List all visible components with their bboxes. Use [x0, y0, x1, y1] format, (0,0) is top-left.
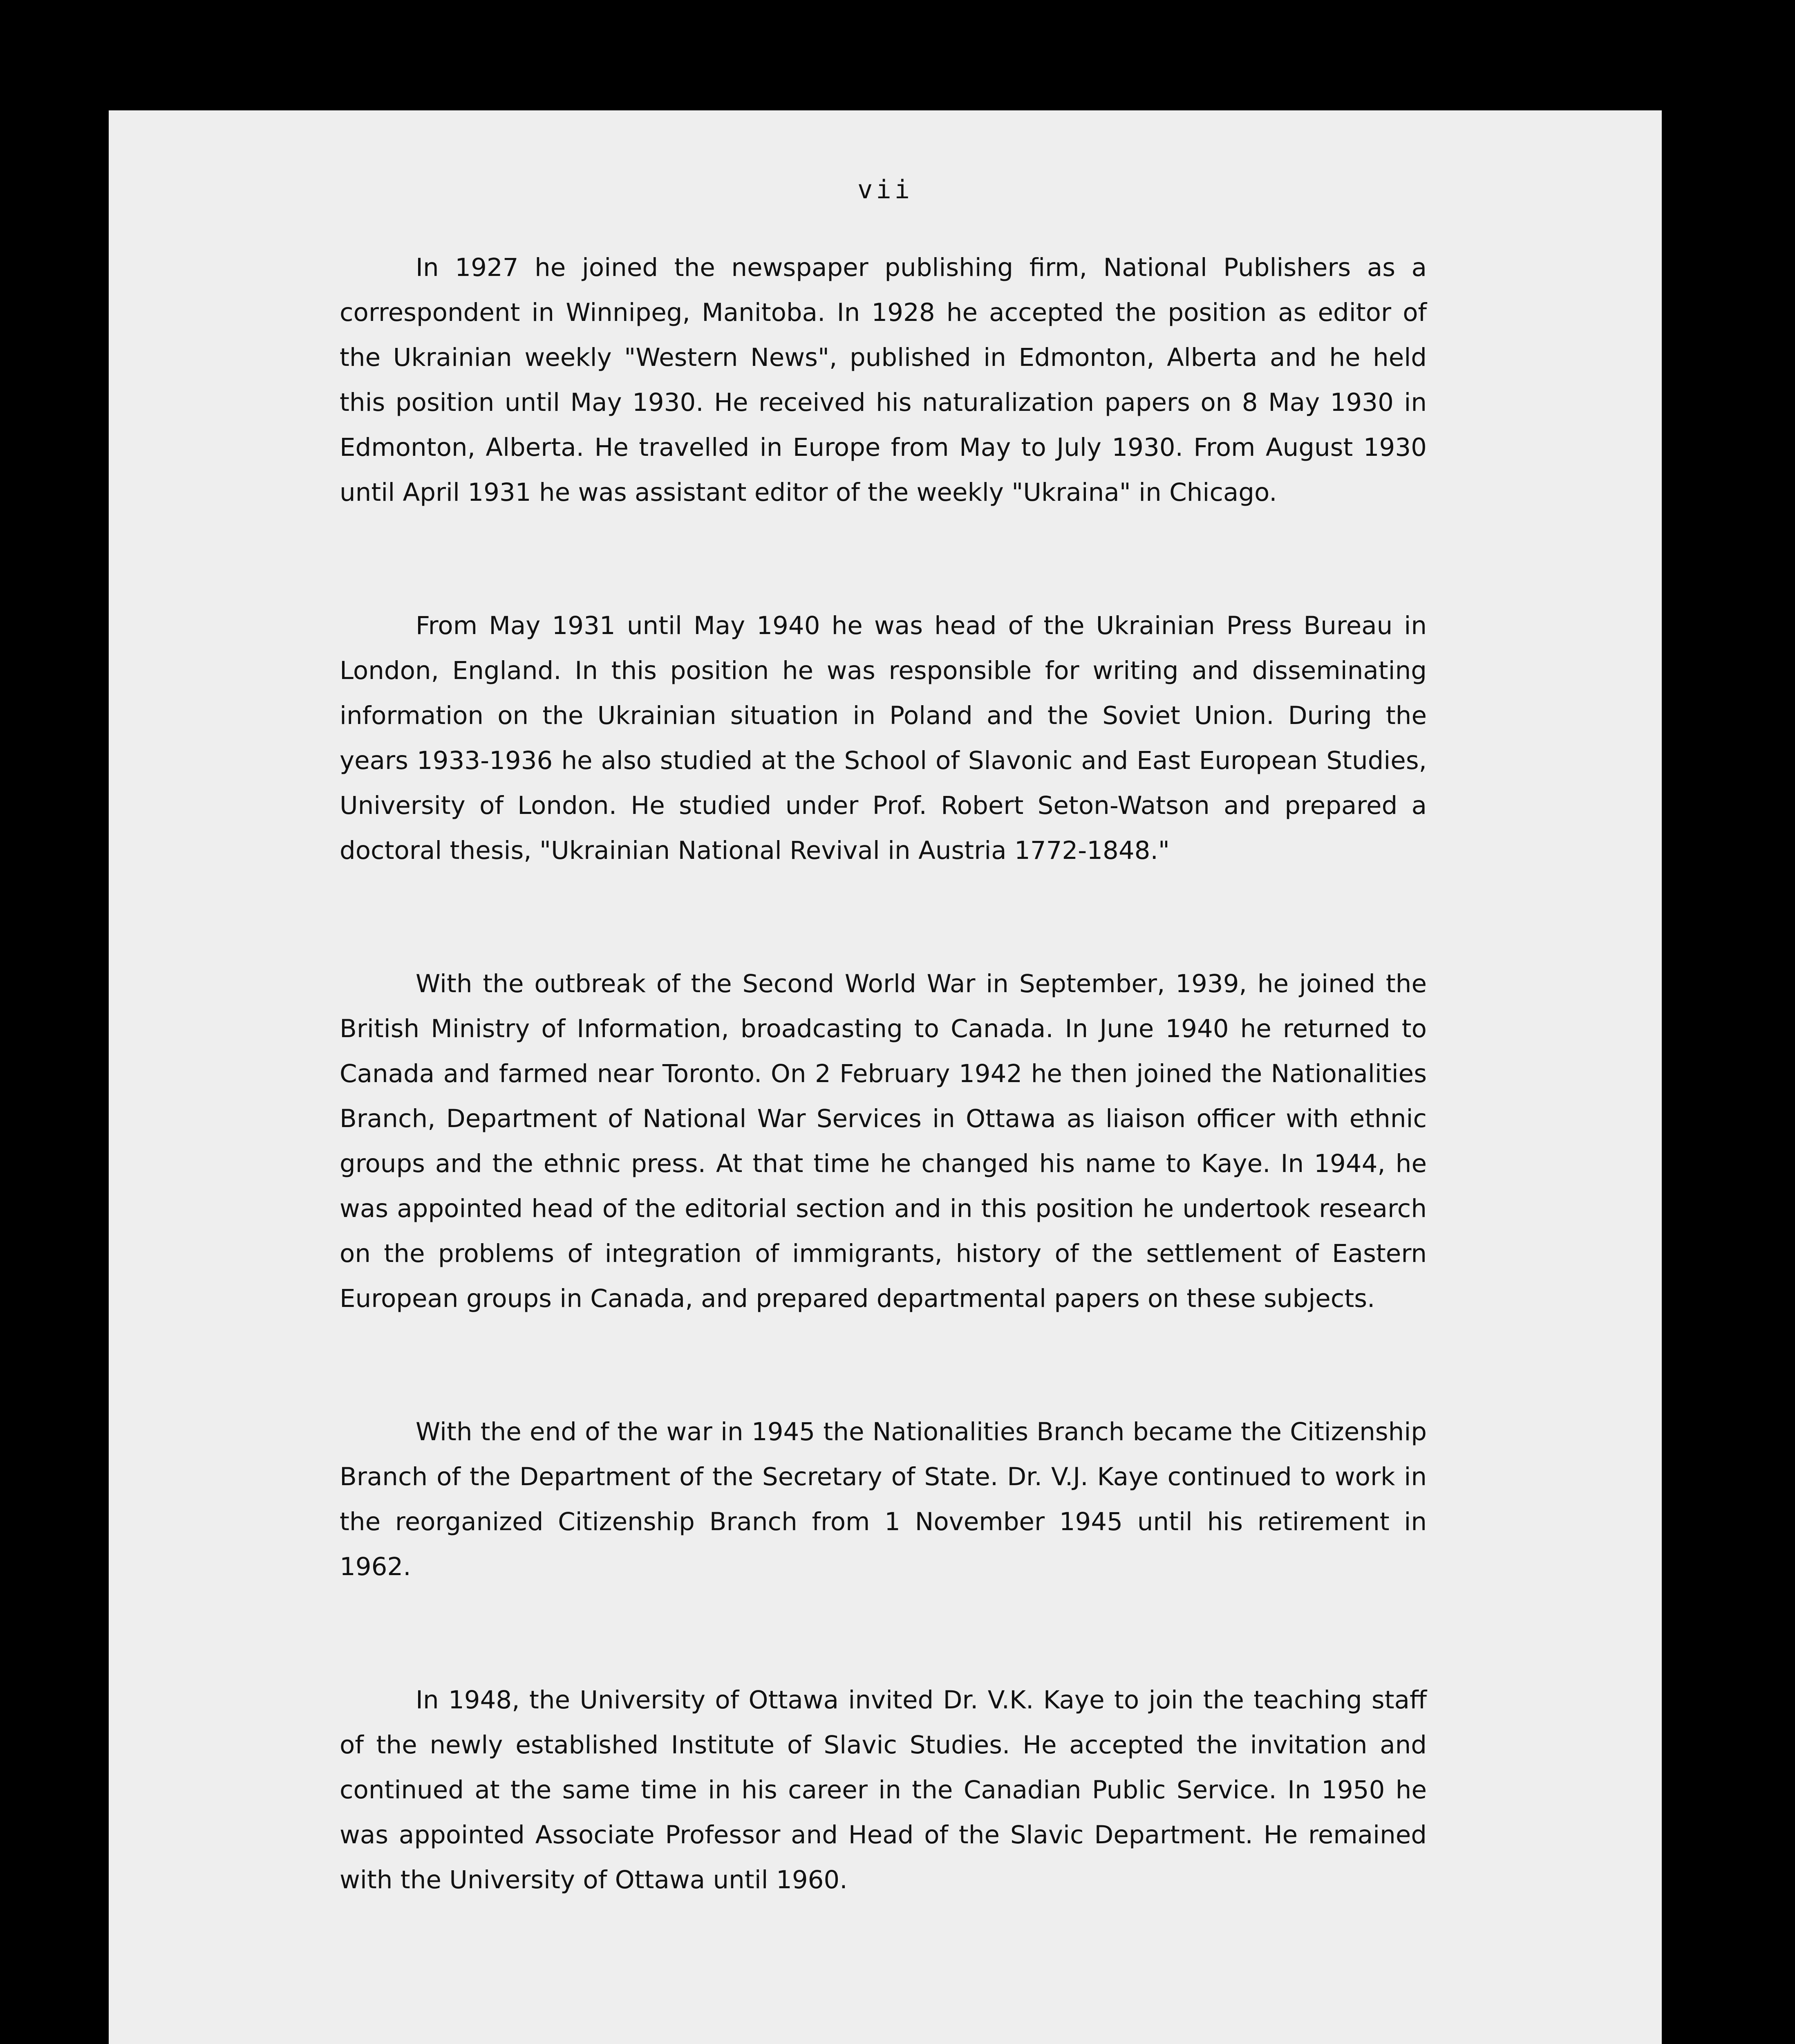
page-number: vii — [857, 175, 913, 204]
paragraph-5: In 1948, the University of Ottawa invited Dr. V.K. Kaye to join the teaching staff of the newly established Institute of Slavic Studies. He accepted the invitation and continued at the same time in his career in the Canadian Public Service. In 1950 he was appointed Associate Professor and Head of the Slavic Department. He remained with the University of Ottawa until 1960. — [340, 1685, 1427, 1894]
body-text — [340, 245, 1427, 1991]
binder-hole-middle — [51, 969, 109, 1026]
paragraph-2: From May 1931 until May 1940 he was head of the Ukrainian Press Bureau in London, England. In this position he was responsible for writing and disseminating information on the Ukrainian situation in Poland and the Soviet Union. During the years 1933-1936 he also studied at the School of Slavonic and East European Studies, University of London. He studied under Prof. Robert Seton-Watson and prepared a doctoral thesis, "Ukrainian National Revival in Austria 1772-1848." — [340, 611, 1427, 865]
paragraph-3: With the outbreak of the Second World War in September, 1939, he joined the British Ministry of Information, broadcasting to Canada. In June 1940 he returned to Canada and farmed near Toronto. On 2 February 1942 he then joined the Nationalities Branch, Department of National War Services in Ottawa as liaison officer with ethnic groups and the ethnic press. At that time he changed his name to Kaye. In 1944, he was appointed head of the editorial section and in this position he undertook research on the problems of integration of immigrants, history of the settlement of Eastern European groups in Canada, and prepared departmental papers on these subjects. — [340, 969, 1427, 1313]
binder-hole-bottom — [51, 1737, 109, 1795]
paragraph-4: With the end of the war in 1945 the Nationalities Branch became the Citizenship Branch of the Department of the Secretary of State. Dr. V.J. Kaye continued to work in the reorganized Citizenship Branch from 1 November 1945 until his retirement in 1962. — [340, 1417, 1427, 1581]
paragraph-1: In 1927 he joined the newspaper publishing firm, National Publishers as a correspondent in Winnipeg, Manitoba. In 1928 he accepted the position as editor of the Ukrainian weekly "Western News", published in Edmonton, Alberta and he held this position until May 1930. He received his naturalization papers on 8 May 1930 in Edmonton, Alberta. He travelled in Europe from May to July 1930. From August 1930 until April 1931 he was assistant editor of the weekly "Ukraina" in Chicago. — [340, 253, 1427, 507]
document-page — [109, 110, 1662, 2044]
binder-hole-top — [51, 196, 109, 253]
